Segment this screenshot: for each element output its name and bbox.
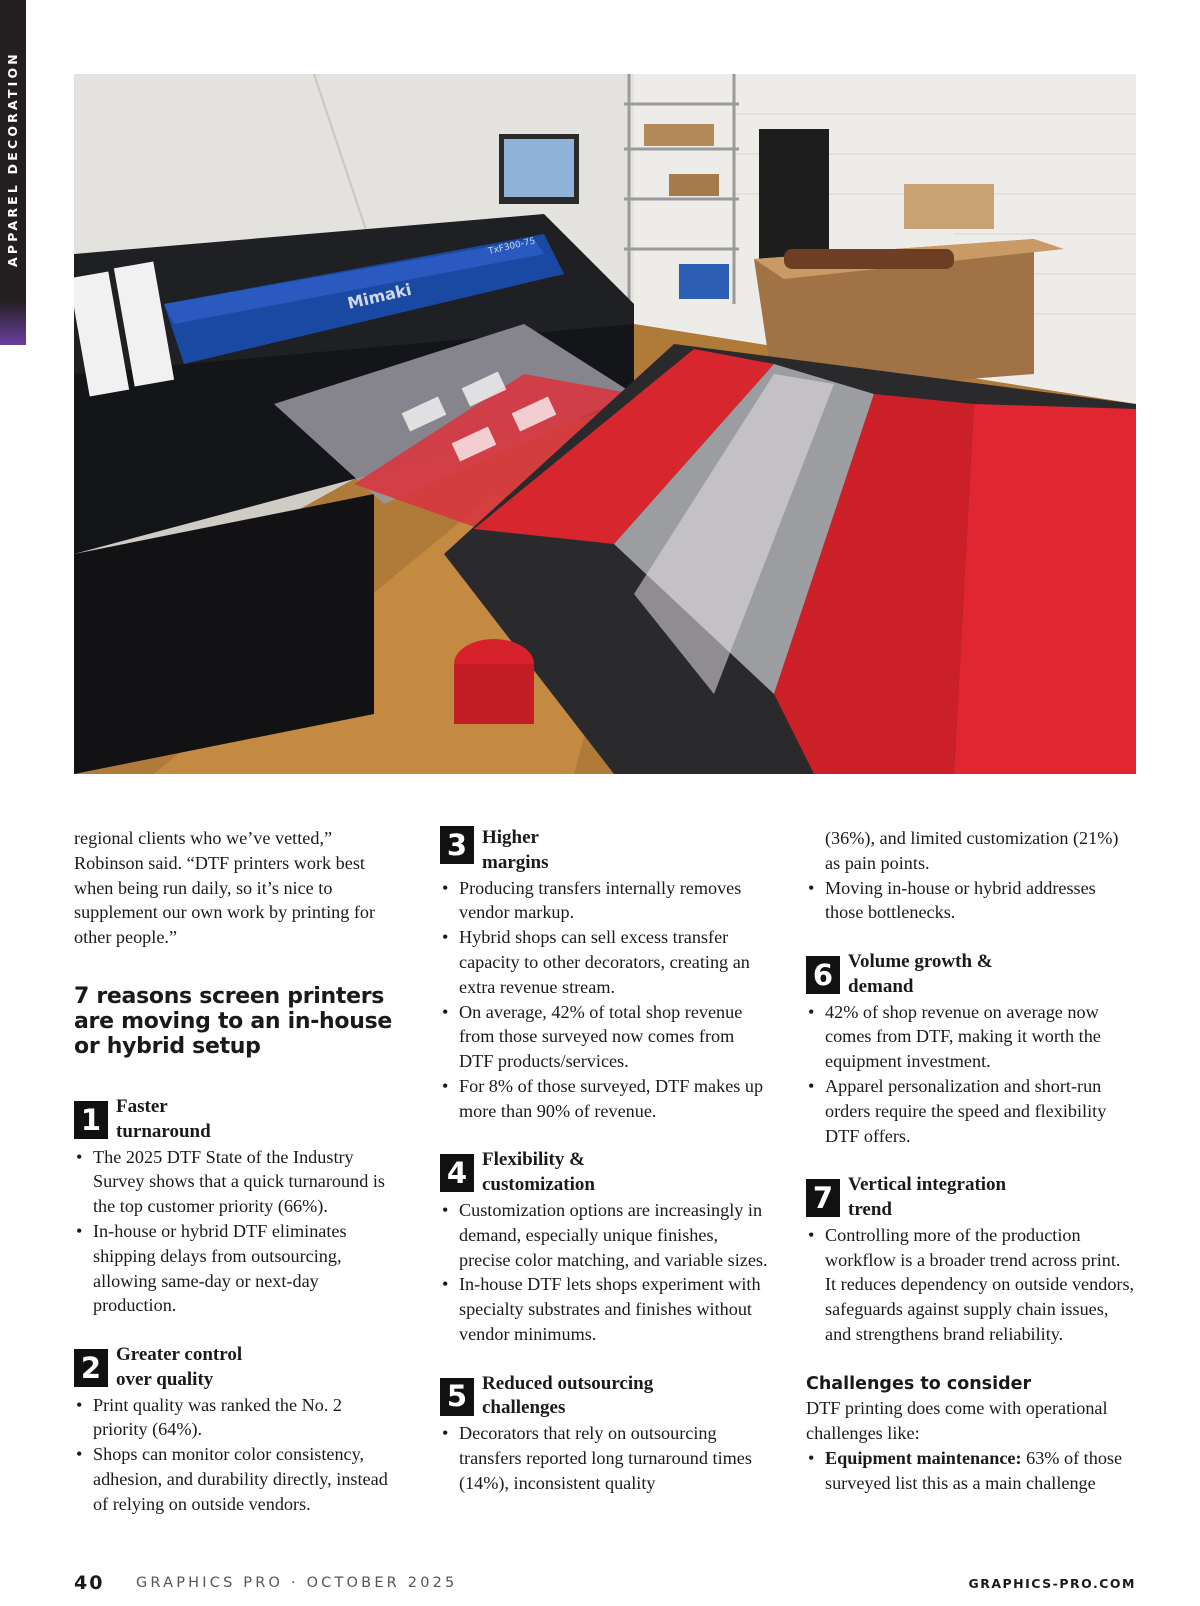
- challenges-intro: DTF printing does come with operational challenges like:: [806, 1398, 1108, 1444]
- reason-number: 1: [74, 1101, 108, 1139]
- bullet-item: • On average, 42% of total shop revenue from those surveyed now comes from DTF products/services.: [440, 1000, 770, 1074]
- bullet-item: • Customization options are increasingly in demand, especially unique finishes, precise color matching, and variable sizes.: [440, 1198, 770, 1272]
- bullet-item: • Hybrid shops can sell excess transfer capacity to other decorators, creating an extra revenue stream.: [440, 925, 770, 999]
- intro-paragraph: regional clients who we’ve vetted,” Robinson said. “DTF printers work best when being run daily, so it’s nice to supplement our own work by printing for other people.”: [74, 828, 376, 948]
- website-link[interactable]: GRAPHICS-PRO.COM: [968, 1576, 1136, 1591]
- reason-2: [74, 1343, 400, 1517]
- bullet-item: • Decorators that rely on outsourcing transfers reported long turnaround times (14%), inconsistent quality: [440, 1421, 770, 1495]
- reason-number: 6: [806, 956, 840, 994]
- bullet-item: • 42% of shop revenue on average now comes from DTF, making it worth the equipment investment.: [806, 1000, 1136, 1074]
- text-column-2: [440, 826, 770, 1496]
- reason-number: 5: [440, 1378, 474, 1416]
- reason-number: 7: [806, 1179, 840, 1217]
- section-label: APPAREL DECORATION: [5, 51, 20, 267]
- challenge-lead: Equipment maintenance:: [825, 1447, 1022, 1468]
- section-side-tab: [0, 0, 26, 345]
- text-column-1: [74, 826, 400, 1517]
- reason-title: Vertical integration trend: [848, 1174, 1007, 1220]
- publication-line: GRAPHICS PRO · OCTOBER 2025: [136, 1575, 458, 1591]
- challenge-text: 63% of those surveyed list this as a main challenge: [825, 1447, 1123, 1493]
- reason-3: [440, 826, 770, 1124]
- printer-brand-text: Mimaki: [345, 279, 414, 313]
- bullet-item: • Shops can monitor color consistency, adhesion, and durability directly, instead of relying on outside vendors.: [74, 1442, 400, 1516]
- reason-5: [440, 1372, 770, 1496]
- reason-title: Faster turnaround: [116, 1095, 211, 1142]
- reason-title: Greater control over quality: [116, 1343, 243, 1390]
- bullet-item: • For 8% of those surveyed, DTF makes up more than 90% of revenue.: [440, 1074, 770, 1124]
- bullet-continuation: (36%), and limited customization (21%) as pain points.: [825, 828, 1119, 873]
- bullet-item: • The 2025 DTF State of the Industry Survey shows that a quick turnaround is the top customer priority (66%).: [74, 1145, 400, 1219]
- bullet-item: • In-house or hybrid DTF eliminates shipping delays from outsourcing, allowing same-day or next-day production.: [74, 1219, 400, 1318]
- dtf-printer-scene-image: [74, 74, 1136, 774]
- reason-number: 2: [74, 1349, 108, 1387]
- reason-1: [74, 1095, 400, 1318]
- bullet-item: • Moving in-house or hybrid addresses those bottlenecks.: [806, 876, 1136, 926]
- reason-title: Flexibility & customization: [482, 1149, 595, 1196]
- bullet-item: • Controlling more of the production workflow is a broader trend across print. It reduces dependency on outside vendors, safeguards against supply chain issues, and strengthens brand reliability.: [806, 1223, 1136, 1347]
- bullet-item: • In-house DTF lets shops experiment with specialty substrates and finishes without vendor minimums.: [440, 1272, 770, 1346]
- reason-title: Reduced outsourcing challenges: [482, 1372, 654, 1419]
- bullet-item: • Print quality was ranked the No. 2 priority (64%).: [74, 1393, 400, 1443]
- reason-4: [440, 1148, 770, 1346]
- section-heading: 7 reasons screen printers are moving to an in-house or hybrid setup: [74, 983, 393, 1059]
- bullet-item: • Producing transfers internally removes vendor markup.: [440, 876, 770, 926]
- challenge-item: [806, 1446, 1136, 1496]
- page-footer: [74, 1572, 1136, 1596]
- reason-number: 3: [440, 826, 474, 864]
- printer-model-text: TxF300-75: [487, 236, 537, 257]
- reason-number: 4: [440, 1154, 474, 1192]
- reason-title: Volume growth & demand: [848, 950, 993, 997]
- reason-6: [806, 950, 1136, 1148]
- reason-7: [806, 1173, 1136, 1347]
- side-tab-accent: [0, 300, 26, 345]
- bullet-item: • Apparel personalization and short-run orders require the speed and flexibility DTF offers.: [806, 1074, 1136, 1148]
- page-number: 40: [74, 1572, 105, 1594]
- printer-photo: [74, 74, 1136, 774]
- challenges-heading: Challenges to consider: [806, 1373, 1032, 1394]
- text-column-3: [806, 826, 1136, 1496]
- reason-title: Higher margins: [482, 827, 549, 873]
